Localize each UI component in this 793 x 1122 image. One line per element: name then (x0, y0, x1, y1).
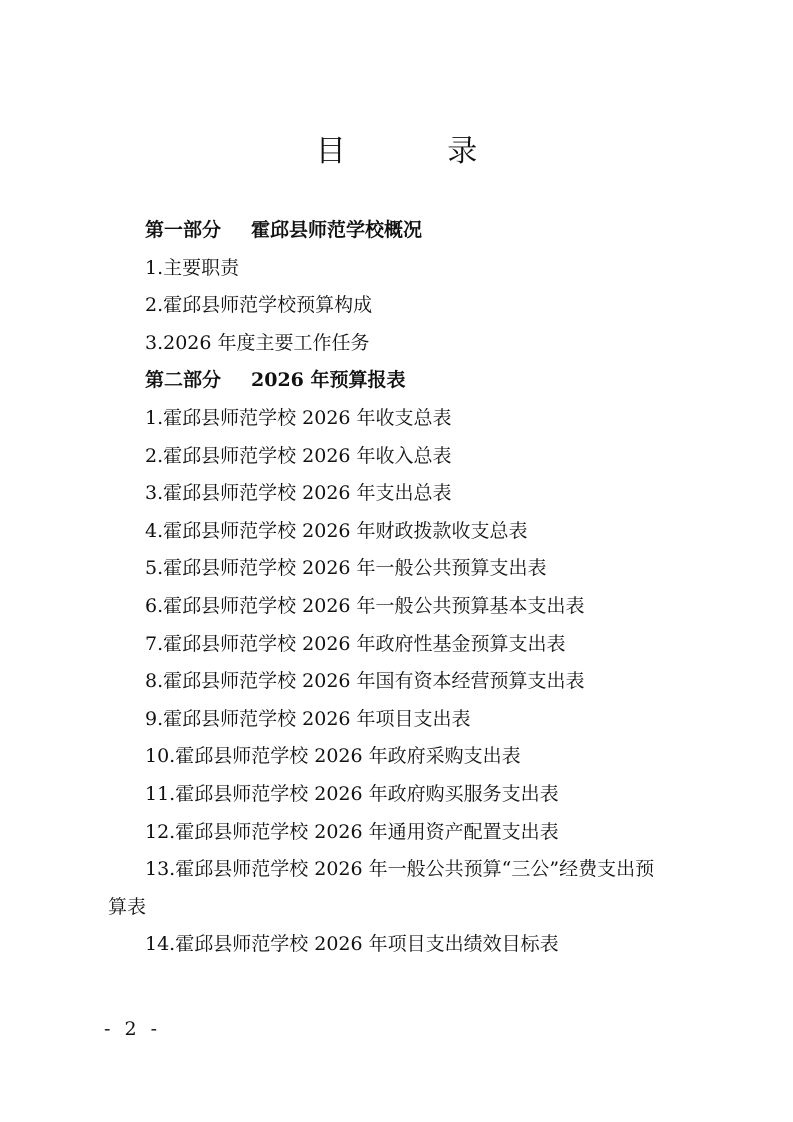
toc-item: 3.2026 年度主要工作任务 (145, 331, 370, 354)
toc-item: 11.霍邱县师范学校 2026 年政府购买服务支出表 (145, 782, 559, 805)
toc-item: 7.霍邱县师范学校 2026 年政府性基金预算支出表 (145, 632, 566, 655)
part-two-label: 第二部分 (145, 369, 222, 392)
toc-item: 1.主要职责 (145, 256, 240, 279)
part-one-heading (108, 212, 708, 250)
toc-item: 14.霍邱县师范学校 2026 年项目支出绩效目标表 (145, 933, 559, 956)
toc-item-13-line-1: 13.霍邱县师范学校 2026 年一般公共预算“三公”经费支出预 (145, 858, 655, 881)
page-title: 目 录 (315, 134, 524, 169)
toc-item: 12.霍邱县师范学校 2026 年通用资产配置支出表 (145, 820, 559, 843)
toc-item: 10.霍邱县师范学校 2026 年政府采购支出表 (145, 745, 521, 768)
part-two-heading (108, 362, 708, 400)
toc-item: 4.霍邱县师范学校 2026 年财政拨款收支总表 (145, 519, 528, 542)
toc-item: 6.霍邱县师范学校 2026 年一般公共预算基本支出表 (145, 594, 585, 617)
toc-item-13-line-2: 算表 (108, 895, 147, 918)
toc-item: 8.霍邱县师范学校 2026 年国有资本经营预算支出表 (145, 670, 585, 693)
toc-item: 9.霍邱县师范学校 2026 年项目支出表 (145, 707, 471, 730)
page-number: - 2 - (104, 1018, 162, 1040)
toc-item: 5.霍邱县师范学校 2026 年一般公共预算支出表 (145, 557, 547, 580)
part-one-label: 第一部分 (145, 219, 222, 241)
part-two-title: 2026 年预算报表 (251, 369, 406, 392)
toc-item: 1.霍邱县师范学校 2026 年收支总表 (145, 406, 452, 429)
toc-item: 3.霍邱县师范学校 2026 年支出总表 (145, 482, 452, 505)
toc-item: 2.霍邱县师范学校 2026 年收入总表 (145, 444, 452, 467)
toc-item: 2.霍邱县师范学校预算构成 (145, 294, 373, 317)
part-one-title: 霍邱县师范学校概况 (251, 219, 423, 241)
table-of-contents (108, 212, 708, 964)
